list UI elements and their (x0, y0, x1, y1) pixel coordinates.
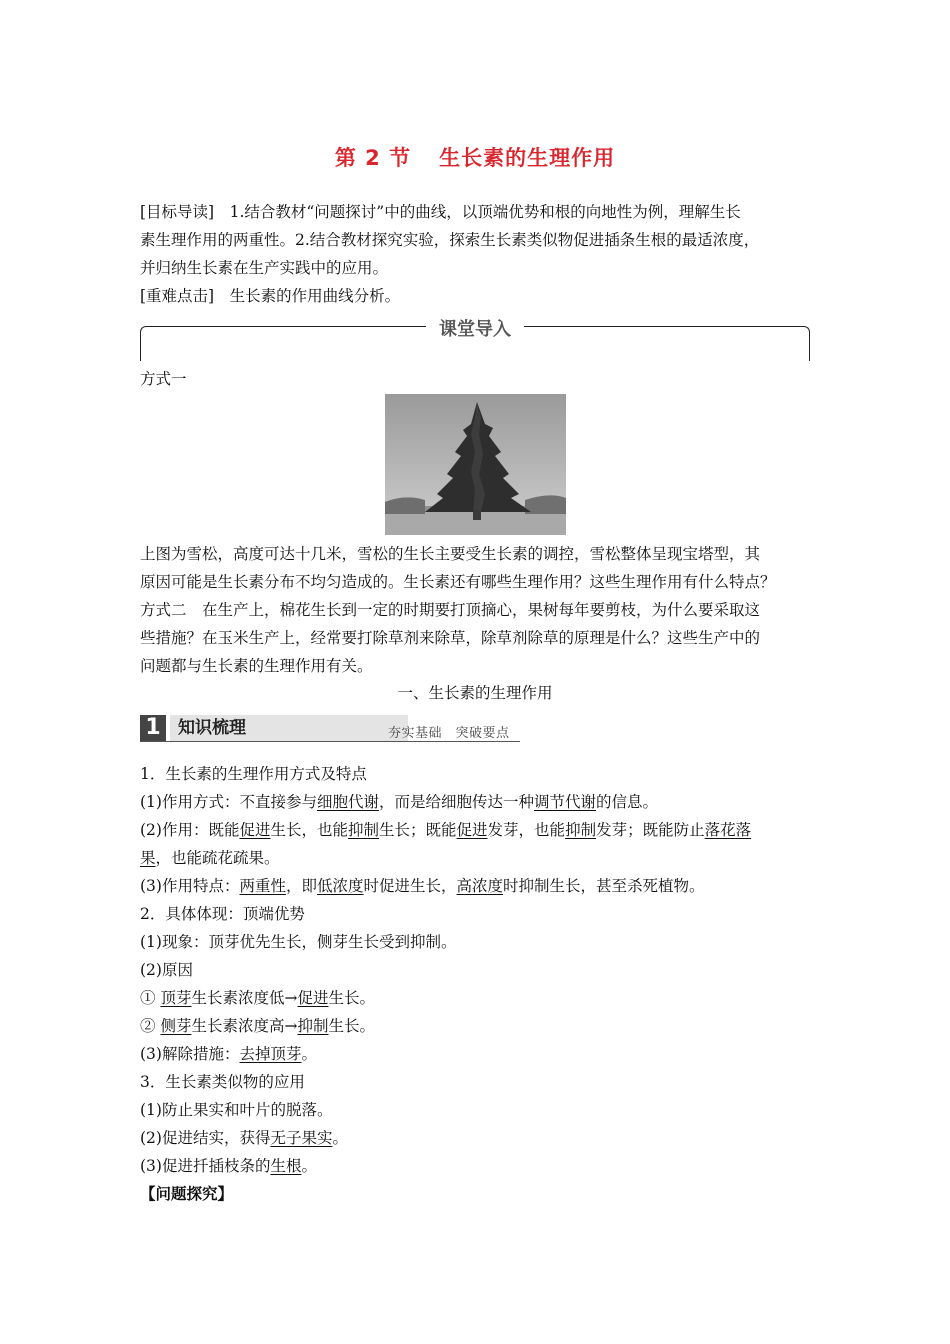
heading-1: 1．生长素的生理作用方式及特点 (140, 765, 367, 783)
item-1-3: (3)作用特点：两重性，即低浓度时促进生长，高浓度时抑制生长，甚至杀死植物。 (140, 877, 705, 895)
knowledge-content (140, 760, 812, 1208)
item-2-2-b: ② 侧芽生长素浓度高→抑制生长。 (140, 1017, 375, 1035)
item-1-1: (1)作用方式：不直接参与细胞代谢，而是给细胞传达一种调节代谢的信息。 (140, 793, 659, 811)
learning-goals (140, 198, 812, 310)
intro-line-5: 问题都与生长素的生理作用有关。 (140, 657, 373, 675)
method-one-text: 方式一 (140, 370, 187, 388)
heading-2: 2．具体体现：顶端优势 (140, 905, 305, 923)
item-1-2: (2)作用：既能促进生长，也能抑制生长；既能促进发芽，也能抑制发芽；既能防止落花落 (140, 821, 752, 839)
knowledge-review-bar (140, 712, 520, 742)
section-bar-rule (140, 741, 520, 742)
intro-line-2: 原因可能是生长素分布不均匀造成的。生长素还有哪些生理作用？这些生理作用有什么特点？ (140, 573, 776, 591)
banner-label: 课堂导入 (439, 319, 511, 340)
heading-3: 3．生长素类似物的应用 (140, 1073, 305, 1091)
item-2-3: (3)解除措施：去掉顶芽。 (140, 1045, 317, 1063)
item-3-1: (1)防止果实和叶片的脱落。 (140, 1101, 333, 1119)
item-1-2-cont: 果，也能疏花疏果。 (140, 849, 280, 867)
cedar-tree-photo (385, 394, 566, 535)
goals-line-2: 素生理作用的两重性。2.结合教材探究实验，探索生长素类似物促进插条生根的最适浓度， (140, 231, 760, 249)
page-title (0, 142, 950, 172)
item-2-1: (1)现象：顶芽优先生长，侧芽生长受到抑制。 (140, 933, 457, 951)
intro-line-3: 方式二 在生产上，棉花生长到一定的时期要打顶摘心，果树每年要剪枝，为什么要采取这 (140, 601, 761, 619)
intro-line-1: 上图为雪松，高度可达十几米，雪松的生长主要受生长素的调控，雪松整体呈现宝塔型，其 (140, 545, 761, 563)
intro-line-4: 些措施？在玉米生产上，经常要打除草剂来除草，除草剂除草的原理是什么？这些生产中的 (140, 629, 761, 647)
section-bar-number: 1 (140, 715, 166, 741)
section-bar-heading: 知识梳理 (170, 715, 408, 741)
section-bar-subtitle: 夯实基础 突破要点 (388, 726, 510, 741)
intro-paragraph (140, 540, 812, 680)
section-heading: 一、生长素的生理作用 (397, 684, 553, 702)
class-intro-banner (140, 317, 810, 361)
item-3-3: (3)促进扦插枝条的生根。 (140, 1157, 317, 1175)
item-2-2: (2)原因 (140, 961, 193, 979)
method-one-label (140, 365, 812, 393)
goals-line-1: [目标导读] 1.结合教材“问题探讨”中的曲线，以顶端优势和根的向地性为例，理解生长 (140, 203, 741, 221)
key-points-line: [重难点击] 生长素的作用曲线分析。 (140, 287, 401, 305)
problem-inquiry-heading: 【问题探究】 (140, 1185, 234, 1203)
goals-line-3: 并归纳生长素在生产实践中的应用。 (140, 259, 389, 277)
item-2-2-a: ① 顶芽生长素浓度低→促进生长。 (140, 989, 375, 1007)
section-number: 第 2 节 (334, 146, 412, 170)
section-name: 生长素的生理作用 (439, 146, 616, 170)
item-3-2: (2)促进结实，获得无子果实。 (140, 1129, 348, 1147)
